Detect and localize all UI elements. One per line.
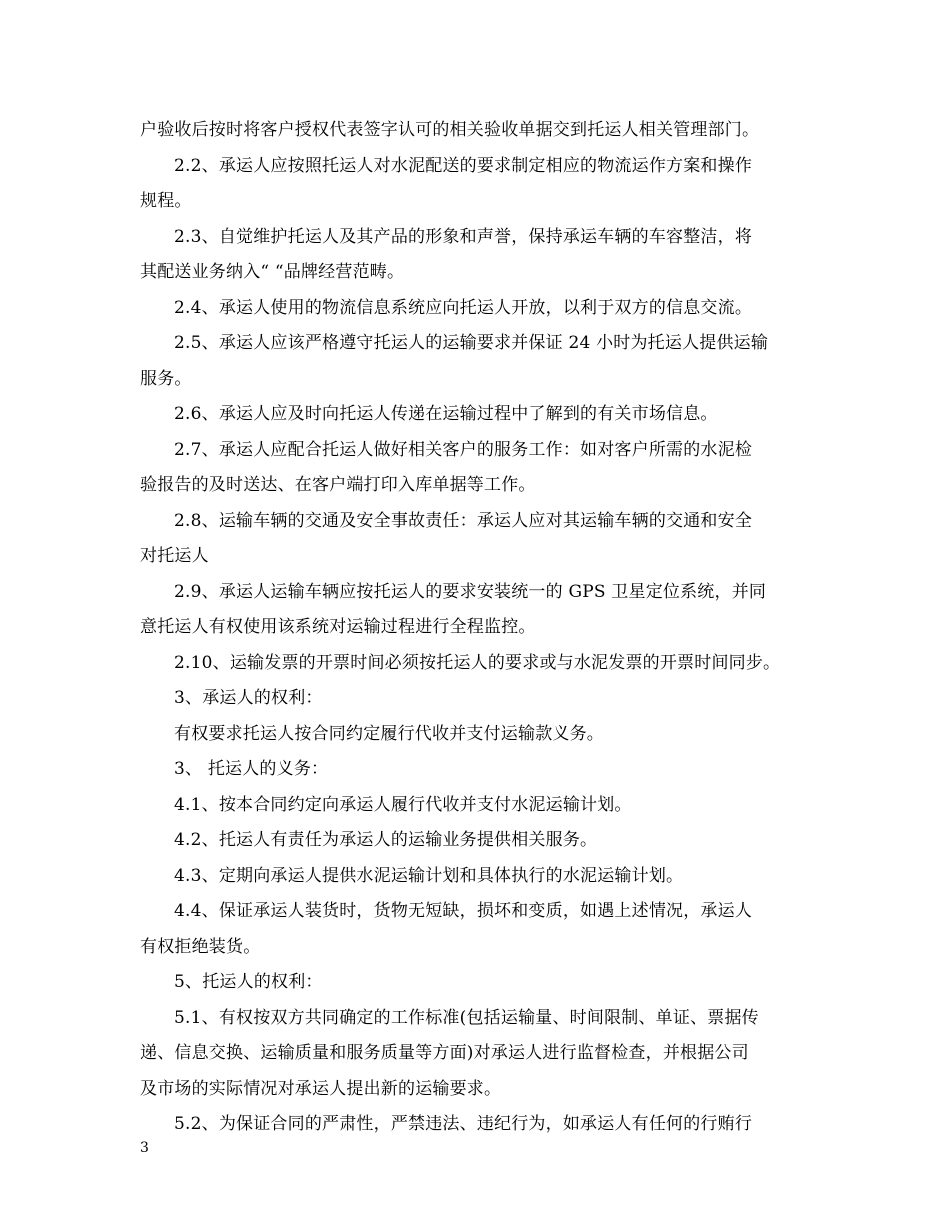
paragraph-line: 2.6、承运人应及时向托运人传递在运输过程中了解到的有关市场信息。 <box>174 404 718 424</box>
paragraph-line: 2.3、自觉维护托运人及其产品的形象和声誉，保持承运车辆的车容整洁，将 <box>174 226 753 247</box>
paragraph-line: 4.2、托运人有责任为承运人的运输业务提供相关服务。 <box>174 830 598 850</box>
paragraph-line: 服务。 <box>140 368 192 389</box>
paragraph-line: 意托运人有权使用该系统对运输过程进行全程监控。 <box>140 617 536 637</box>
paragraph-line: 2.9、承运人运输车辆应按托运人的要求安装统一的 GPS 卫星定位系统，并同 <box>174 581 767 602</box>
paragraph-line: 2.10、运输发票的开票时间必须按托运人的要求或与水泥发票的开票时间同步。 <box>174 652 781 673</box>
page-number: 3 <box>140 1140 149 1156</box>
section-heading: 3、承运人的权利： <box>174 688 323 708</box>
paragraph-line: 对托运人 <box>140 546 209 566</box>
section-heading: 5、托运人的权利： <box>174 972 323 992</box>
paragraph-line: 4.1、按本合同约定向承运人履行代收并支付水泥运输计划。 <box>174 794 632 815</box>
paragraph-line: 2.7、承运人应配合托运人做好相关客户的服务工作：如对客户所需的水泥检 <box>174 439 753 460</box>
paragraph-line: 5.2、为保证合同的严肃性，严禁违法、违纪行为，如承运人有任何的行贿行 <box>174 1114 753 1134</box>
paragraph-line: 2.5、承运人应该严格遵守托运人的运输要求并保证 24 小时为托运人提供运输 <box>174 333 769 353</box>
paragraph-line: 有权拒绝装货。 <box>140 936 261 957</box>
paragraph-line: 2.8、运输车辆的交通及安全事故责任：承运人应对其运输车辆的交通和安全 <box>174 510 753 531</box>
paragraph-line: 其配送业务纳入“ “品牌经营范畴。 <box>140 262 405 282</box>
paragraph-line: 户验收后按时将客户授权代表签字认可的相关验收单据交到托运人相关管理部门。 <box>140 120 760 140</box>
paragraph-line: 4.4、保证承运人装货时，货物无短缺，损坏和变质，如遇上述情况，承运人 <box>174 901 753 921</box>
paragraph-line: 4.3、定期向承运人提供水泥运输计划和具体执行的水泥运输计划。 <box>174 865 684 886</box>
document-body <box>140 113 815 1143</box>
paragraph-line: 及市场的实际情况对承运人提出新的运输要求。 <box>140 1078 502 1099</box>
paragraph-line: 5.1、有权按双方共同确定的工作标准(包括运输量、时间限制、单证、票据传 <box>174 1007 759 1028</box>
section-heading: 3、 托运人的义务： <box>174 759 329 779</box>
paragraph-line: 递、信息交换、运输质量和服务质量等方面)对承运人进行监督检查，并根据公司 <box>140 1043 749 1063</box>
paragraph-line: 2.4、承运人使用的物流信息系统应向托运人开放，以利于双方的信息交流。 <box>174 297 753 318</box>
paragraph-line: 规程。 <box>140 191 192 211</box>
paragraph-line: 有权要求托运人按合同约定履行代收并支付运输款义务。 <box>174 723 604 744</box>
paragraph-line: 验报告的及时送达、在客户端打印入库单据等工作。 <box>140 475 536 495</box>
paragraph-line: 2.2、承运人应按照托运人对水泥配送的要求制定相应的物流运作方案和操作 <box>174 155 753 176</box>
